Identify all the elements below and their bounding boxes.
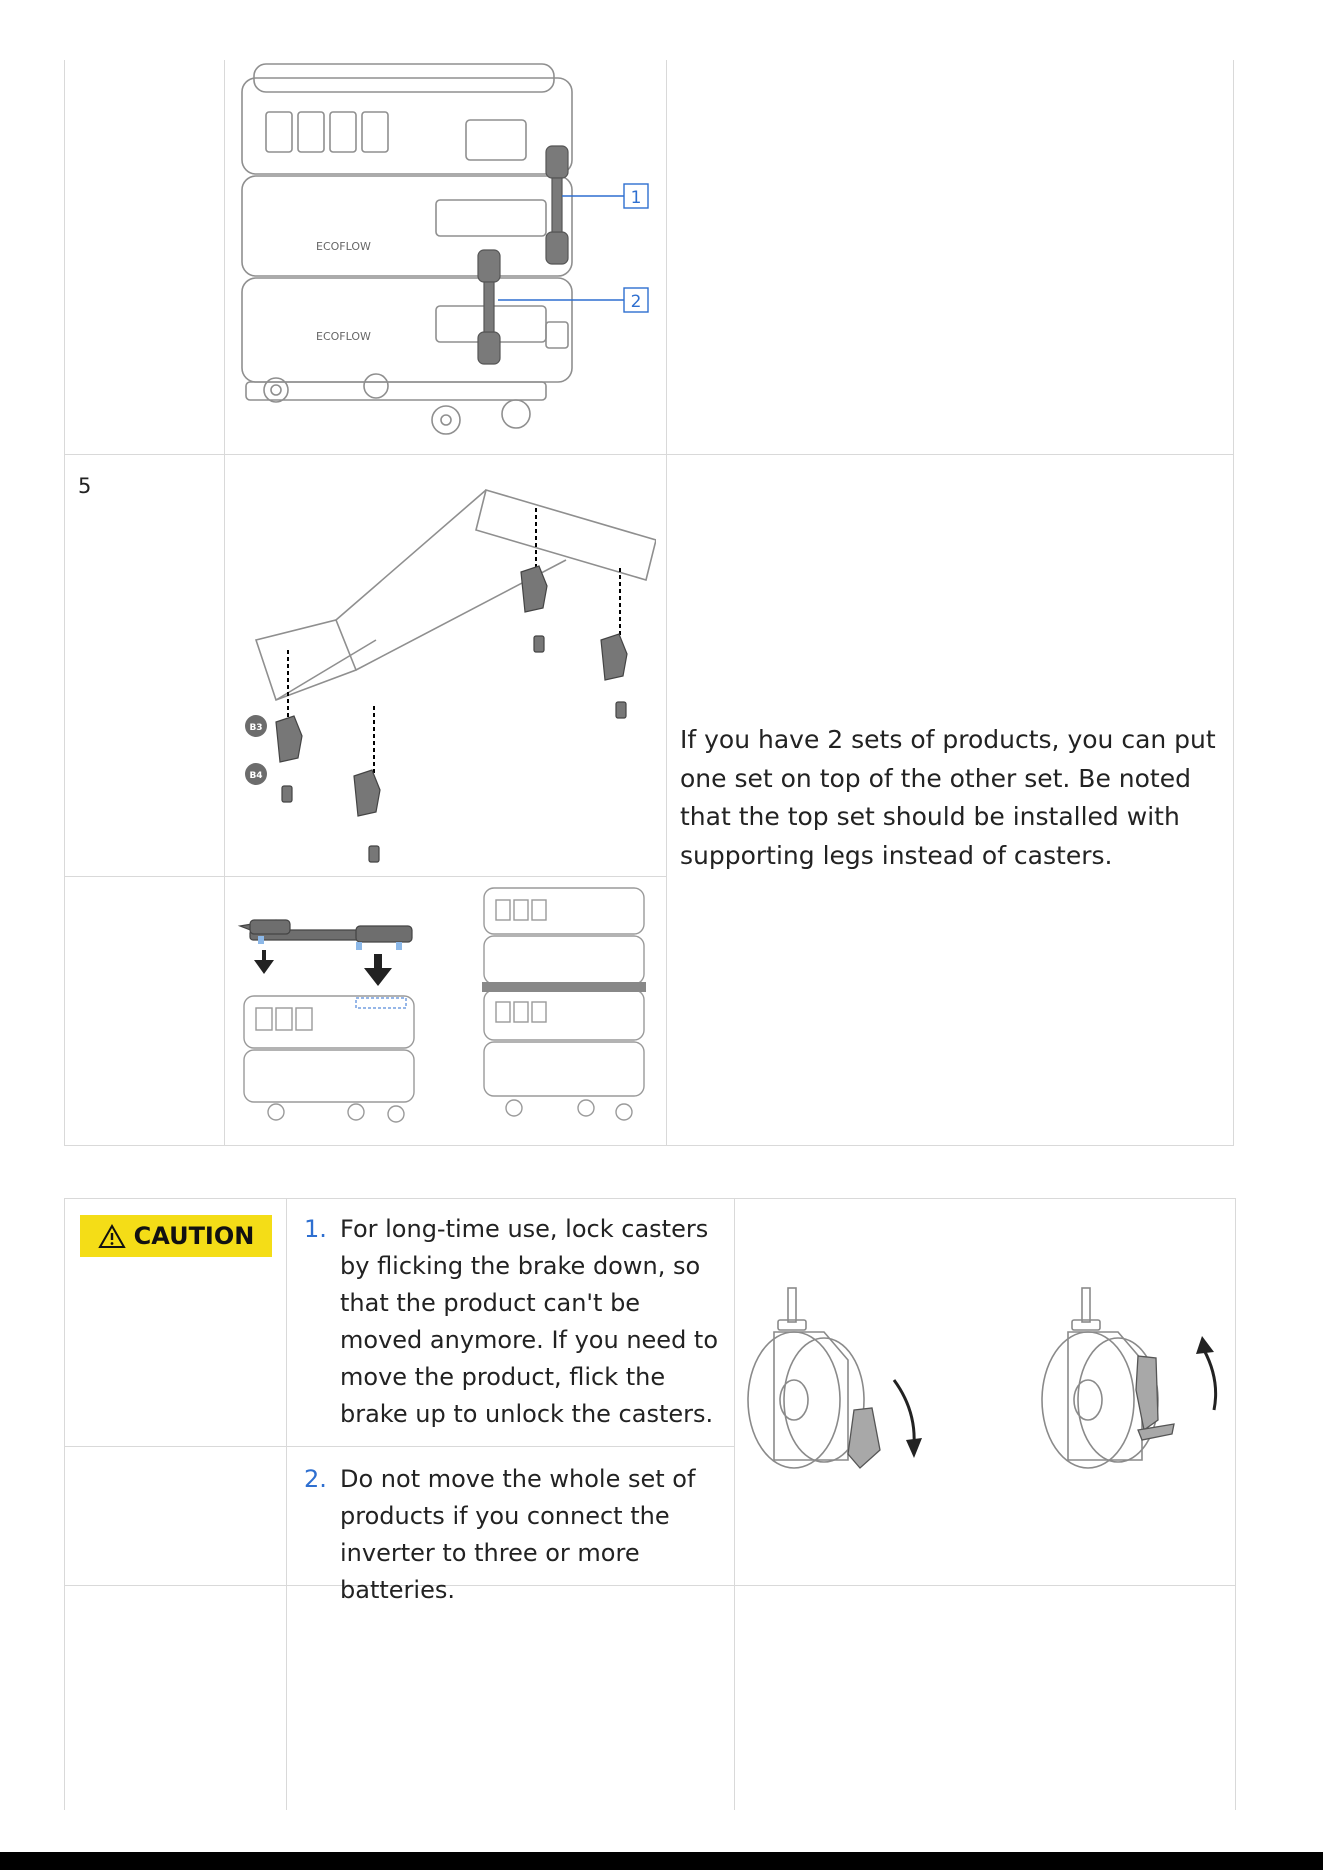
stacking-description: If you have 2 sets of products, you can put one set on top of the other set. Be noted that the top set should be installed with supporting legs instead of casters. bbox=[680, 725, 1216, 870]
table2-border-left bbox=[64, 1198, 65, 1810]
caster-brake-illustration bbox=[744, 1280, 1226, 1500]
table1-row-line-2 bbox=[64, 876, 667, 877]
caution-item-2-number: 2. bbox=[304, 1465, 327, 1493]
brand-label-1: ECOFLOW bbox=[316, 240, 371, 253]
table1-border-right bbox=[1233, 60, 1234, 1146]
table1-border-left bbox=[64, 60, 65, 1146]
table2-border-top bbox=[64, 1198, 1236, 1199]
step-number: 5 bbox=[78, 474, 92, 498]
stacked-units-illustration bbox=[236, 60, 656, 445]
table1-divider-2 bbox=[666, 60, 667, 1146]
callout-1: 1 bbox=[630, 188, 642, 208]
caution-label: CAUTION bbox=[133, 1222, 255, 1250]
table2-divider-2 bbox=[734, 1198, 735, 1810]
table2-row-line-1 bbox=[64, 1446, 735, 1447]
stacking-sets-illustration bbox=[236, 886, 656, 1136]
badge-b4: B4 bbox=[249, 771, 263, 781]
caution-item-1-number: 1. bbox=[304, 1215, 327, 1243]
caution-item-2-text: Do not move the whole set of products if you connect the inverter to three or more batteries. bbox=[340, 1465, 696, 1604]
brand-label-2: ECOFLOW bbox=[316, 330, 371, 343]
table2-border-right bbox=[1235, 1198, 1236, 1810]
table1-row-line-1 bbox=[64, 454, 1234, 455]
frame-legs-illustration bbox=[236, 470, 656, 870]
caution-badge bbox=[80, 1215, 272, 1257]
table1-border-bottom bbox=[64, 1145, 1234, 1146]
badge-b3: B3 bbox=[249, 723, 263, 733]
table2-divider-1 bbox=[286, 1198, 287, 1810]
page-bottom-bar bbox=[0, 1852, 1323, 1870]
warning-triangle-icon bbox=[98, 1224, 126, 1249]
caution-item-1-text: For long-time use, lock casters by flicking the brake down, so that the product can't be moved anymore. If you need to move the product, flick the brake up to unlock the casters. bbox=[340, 1215, 719, 1428]
callout-2: 2 bbox=[630, 292, 642, 312]
table1-divider-1 bbox=[224, 60, 225, 1146]
